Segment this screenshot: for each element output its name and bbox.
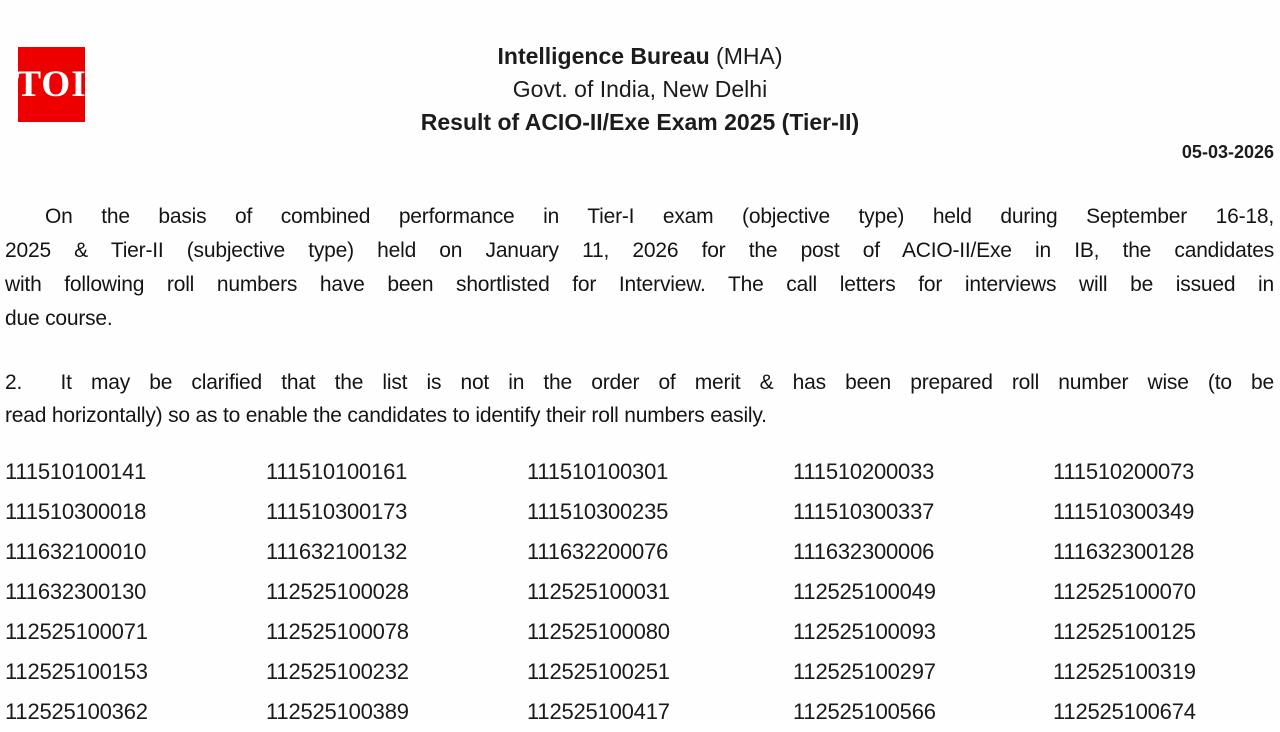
paragraph-1 [5, 200, 1274, 336]
roll-number-cell: 112525100153 [5, 659, 148, 684]
paragraph-line: 2025 & Tier-II (subjective type) held on January 11, 2026 for the post of ACIO-II/Exe in IB, the candidates [5, 239, 1274, 262]
roll-number-cell: 112525100028 [266, 579, 409, 604]
roll-number-cell: 112525100417 [527, 699, 670, 724]
roll-number-cell: 111632200076 [527, 539, 669, 564]
roll-number-cell: 112525100071 [5, 619, 148, 644]
roll-number-cell: 111510300235 [527, 499, 669, 524]
roll-number-cell: 112525100078 [266, 619, 409, 644]
roll-number-cell: 111632300128 [1053, 539, 1195, 564]
roll-number-cell: 111510300349 [1053, 499, 1195, 524]
roll-number-cell: 112525100566 [793, 699, 936, 724]
org-name: Intelligence Bureau [497, 43, 710, 69]
paragraph-line: read horizontally) so as to enable the candidates to identify their roll numbers easily. [5, 404, 767, 427]
roll-number-cell: 111510300337 [793, 499, 935, 524]
roll-number-cell: 112525100031 [527, 579, 670, 604]
roll-number-cell: 112525100251 [527, 659, 670, 684]
document-header [0, 40, 1280, 139]
paragraph-line: 2. It may be clarified that the list is not in the order of merit & has been prepared roll number wise (to be [5, 371, 1274, 394]
roll-number-cell: 112525100232 [266, 659, 409, 684]
roll-number-cell: 111510300018 [5, 499, 147, 524]
roll-number-cell: 112525100674 [1053, 699, 1196, 724]
org-subtitle: Govt. of India, New Delhi [512, 76, 768, 102]
roll-number-cell: 111632300006 [793, 539, 935, 564]
roll-number-cell: 112525100093 [793, 619, 936, 644]
roll-number-cell: 111510100301 [527, 459, 669, 484]
document-date: 05-03-2026 [1181, 142, 1274, 162]
roll-number-cell: 111510100161 [266, 459, 408, 484]
paragraph-2 [5, 366, 1274, 432]
roll-number-cell: 112525100070 [1053, 579, 1196, 604]
roll-number-cell: 111510100141 [5, 459, 147, 484]
paragraph-line: with following roll numbers have been shortlisted for Interview. The call letters for interviews will be issued in [5, 273, 1274, 296]
roll-number-cell: 111510300173 [266, 499, 408, 524]
roll-number-cell: 112525100362 [5, 699, 148, 724]
roll-number-cell: 112525100049 [793, 579, 936, 604]
roll-number-cell: 111632100010 [5, 539, 147, 564]
result-title: Result of ACIO-II/Exe Exam 2025 (Tier-II) [420, 109, 860, 135]
roll-number-cell: 112525100297 [793, 659, 936, 684]
paragraph-line: due course. [5, 307, 113, 330]
roll-number-cell: 112525100080 [527, 619, 670, 644]
toi-logo-text: TOI [16, 64, 87, 105]
roll-number-grid [5, 452, 1280, 732]
roll-number-cell: 111632300130 [5, 579, 147, 604]
roll-number-cell: 112525100389 [266, 699, 409, 724]
roll-number-cell: 111632100132 [266, 539, 408, 564]
roll-number-cell: 111510200073 [1053, 459, 1195, 484]
org-name-suffix: (MHA) [709, 43, 783, 69]
org-title-line [0, 40, 1280, 73]
roll-number-cell: 112525100125 [1053, 619, 1196, 644]
roll-number-cell: 112525100319 [1053, 659, 1196, 684]
roll-number-cell: 111510200033 [793, 459, 935, 484]
paragraph-line: On the basis of combined performance in Tier-I exam (objective type) held during September 16-18, [45, 205, 1274, 228]
